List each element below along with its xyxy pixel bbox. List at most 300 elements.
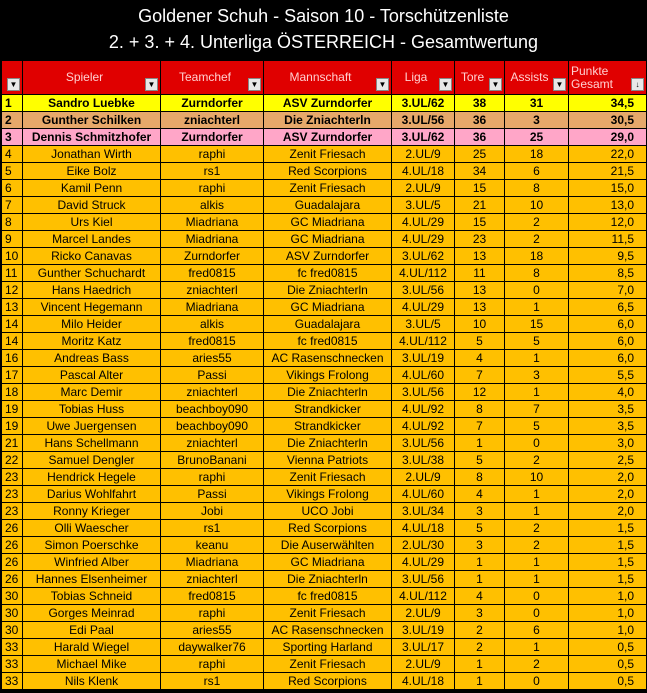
cell-goals[interactable]: 36 — [455, 112, 505, 129]
cell-points[interactable]: 6,0 — [569, 316, 647, 333]
cell-goals[interactable]: 1 — [455, 435, 505, 452]
cell-assists[interactable]: 5 — [505, 418, 569, 435]
cell-player[interactable]: Tobias Schneid — [23, 588, 161, 605]
filter-dropdown-icon[interactable]: ▼ — [489, 78, 502, 91]
cell-player[interactable]: Samuel Dengler — [23, 452, 161, 469]
cell-points[interactable]: 0,5 — [569, 673, 647, 690]
cell-rank[interactable]: 30 — [2, 605, 23, 622]
cell-rank[interactable]: 26 — [2, 571, 23, 588]
cell-league[interactable]: 2.UL/9 — [392, 180, 455, 197]
cell-assists[interactable]: 2 — [505, 520, 569, 537]
cell-league[interactable]: 4.UL/112 — [392, 588, 455, 605]
cell-player[interactable]: Tobias Huss — [23, 401, 161, 418]
cell-team[interactable]: Sporting Harland — [264, 639, 392, 656]
cell-rank[interactable]: 5 — [2, 163, 23, 180]
cell-teamchef[interactable]: fred0815 — [161, 265, 264, 282]
cell-team[interactable]: UCO Jobi — [264, 503, 392, 520]
cell-goals[interactable]: 2 — [455, 622, 505, 639]
cell-team[interactable]: Zenit Friesach — [264, 656, 392, 673]
cell-league[interactable]: 3.UL/56 — [392, 282, 455, 299]
cell-rank[interactable]: 23 — [2, 503, 23, 520]
cell-goals[interactable]: 5 — [455, 520, 505, 537]
cell-rank[interactable]: 8 — [2, 214, 23, 231]
cell-teamchef[interactable]: raphi — [161, 605, 264, 622]
cell-league[interactable]: 2.UL/9 — [392, 605, 455, 622]
cell-team[interactable]: GC Miadriana — [264, 299, 392, 316]
cell-rank[interactable]: 3 — [2, 129, 23, 146]
cell-goals[interactable]: 5 — [455, 452, 505, 469]
cell-assists[interactable]: 1 — [505, 554, 569, 571]
cell-assists[interactable]: 18 — [505, 248, 569, 265]
cell-team[interactable]: fc fred0815 — [264, 333, 392, 350]
cell-team[interactable]: Strandkicker — [264, 418, 392, 435]
cell-points[interactable]: 22,0 — [569, 146, 647, 163]
cell-league[interactable]: 4.UL/92 — [392, 418, 455, 435]
cell-teamchef[interactable]: Zurndorfer — [161, 129, 264, 146]
cell-rank[interactable]: 2 — [2, 112, 23, 129]
cell-team[interactable]: ASV Zurndorfer — [264, 95, 392, 112]
cell-player[interactable]: Vincent Hegemann — [23, 299, 161, 316]
cell-goals[interactable]: 11 — [455, 265, 505, 282]
cell-league[interactable]: 3.UL/62 — [392, 248, 455, 265]
cell-team[interactable]: Zenit Friesach — [264, 180, 392, 197]
cell-points[interactable]: 8,5 — [569, 265, 647, 282]
cell-points[interactable]: 6,0 — [569, 350, 647, 367]
cell-rank[interactable]: 19 — [2, 418, 23, 435]
cell-rank[interactable]: 30 — [2, 588, 23, 605]
cell-player[interactable]: Dennis Schmitzhofer — [23, 129, 161, 146]
cell-assists[interactable]: 10 — [505, 197, 569, 214]
cell-teamchef[interactable]: Passi — [161, 486, 264, 503]
cell-league[interactable]: 4.UL/92 — [392, 401, 455, 418]
cell-league[interactable]: 3.UL/19 — [392, 622, 455, 639]
cell-goals[interactable]: 12 — [455, 384, 505, 401]
cell-goals[interactable]: 4 — [455, 588, 505, 605]
cell-league[interactable]: 2.UL/30 — [392, 537, 455, 554]
cell-points[interactable]: 1,5 — [569, 554, 647, 571]
cell-rank[interactable]: 13 — [2, 299, 23, 316]
cell-goals[interactable]: 10 — [455, 316, 505, 333]
cell-teamchef[interactable]: zniachterl — [161, 384, 264, 401]
cell-team[interactable]: Die Zniachterln — [264, 571, 392, 588]
cell-team[interactable]: fc fred0815 — [264, 265, 392, 282]
filter-dropdown-icon[interactable]: ▼ — [553, 78, 566, 91]
cell-team[interactable]: Strandkicker — [264, 401, 392, 418]
cell-rank[interactable]: 30 — [2, 622, 23, 639]
cell-league[interactable]: 3.UL/38 — [392, 452, 455, 469]
cell-league[interactable]: 4.UL/112 — [392, 265, 455, 282]
cell-assists[interactable]: 0 — [505, 282, 569, 299]
cell-league[interactable]: 4.UL/29 — [392, 231, 455, 248]
cell-assists[interactable]: 31 — [505, 95, 569, 112]
cell-player[interactable]: Gorges Meinrad — [23, 605, 161, 622]
cell-teamchef[interactable]: fred0815 — [161, 333, 264, 350]
cell-rank[interactable]: 33 — [2, 639, 23, 656]
cell-league[interactable]: 3.UL/5 — [392, 316, 455, 333]
cell-points[interactable]: 2,0 — [569, 486, 647, 503]
cell-assists[interactable]: 2 — [505, 231, 569, 248]
cell-team[interactable]: GC Miadriana — [264, 231, 392, 248]
cell-teamchef[interactable]: Miadriana — [161, 299, 264, 316]
cell-goals[interactable]: 1 — [455, 656, 505, 673]
cell-points[interactable]: 9,5 — [569, 248, 647, 265]
cell-teamchef[interactable]: beachboy090 — [161, 418, 264, 435]
cell-assists[interactable]: 0 — [505, 588, 569, 605]
cell-team[interactable]: Zenit Friesach — [264, 605, 392, 622]
cell-goals[interactable]: 2 — [455, 639, 505, 656]
cell-goals[interactable]: 8 — [455, 401, 505, 418]
cell-rank[interactable]: 26 — [2, 537, 23, 554]
cell-teamchef[interactable]: Miadriana — [161, 231, 264, 248]
cell-points[interactable]: 6,5 — [569, 299, 647, 316]
cell-player[interactable]: Harald Wiegel — [23, 639, 161, 656]
cell-assists[interactable]: 2 — [505, 656, 569, 673]
cell-rank[interactable]: 11 — [2, 265, 23, 282]
cell-league[interactable]: 4.UL/29 — [392, 299, 455, 316]
cell-assists[interactable]: 1 — [505, 486, 569, 503]
cell-points[interactable]: 15,0 — [569, 180, 647, 197]
cell-points[interactable]: 11,5 — [569, 231, 647, 248]
cell-team[interactable]: Zenit Friesach — [264, 146, 392, 163]
cell-league[interactable]: 4.UL/29 — [392, 214, 455, 231]
cell-league[interactable]: 3.UL/56 — [392, 435, 455, 452]
cell-player[interactable]: Simon Poerschke — [23, 537, 161, 554]
cell-rank[interactable]: 9 — [2, 231, 23, 248]
cell-goals[interactable]: 4 — [455, 486, 505, 503]
cell-points[interactable]: 6,0 — [569, 333, 647, 350]
cell-points[interactable]: 1,5 — [569, 520, 647, 537]
cell-league[interactable]: 3.UL/56 — [392, 384, 455, 401]
cell-team[interactable]: Die Zniachterln — [264, 282, 392, 299]
cell-player[interactable]: Edi Paal — [23, 622, 161, 639]
filter-dropdown-icon[interactable]: ▼ — [7, 78, 20, 91]
cell-goals[interactable]: 5 — [455, 333, 505, 350]
cell-player[interactable]: Jonathan Wirth — [23, 146, 161, 163]
cell-points[interactable]: 29,0 — [569, 129, 647, 146]
cell-team[interactable]: Die Zniachterln — [264, 384, 392, 401]
cell-rank[interactable]: 22 — [2, 452, 23, 469]
cell-rank[interactable]: 14 — [2, 316, 23, 333]
cell-league[interactable]: 3.UL/56 — [392, 571, 455, 588]
cell-player[interactable]: Andreas Bass — [23, 350, 161, 367]
cell-teamchef[interactable]: alkis — [161, 197, 264, 214]
cell-rank[interactable]: 14 — [2, 333, 23, 350]
cell-goals[interactable]: 1 — [455, 571, 505, 588]
cell-teamchef[interactable]: fred0815 — [161, 588, 264, 605]
header-teamchef: Teamchef ▼ — [161, 61, 264, 95]
cell-goals[interactable]: 3 — [455, 605, 505, 622]
cell-league[interactable]: 4.UL/18 — [392, 520, 455, 537]
cell-assists[interactable]: 25 — [505, 129, 569, 146]
cell-rank[interactable]: 1 — [2, 95, 23, 112]
cell-team[interactable]: Guadalajara — [264, 197, 392, 214]
cell-team[interactable]: Zenit Friesach — [264, 469, 392, 486]
cell-goals[interactable]: 36 — [455, 129, 505, 146]
cell-league[interactable]: 3.UL/5 — [392, 197, 455, 214]
cell-team[interactable]: AC Rasenschnecken — [264, 622, 392, 639]
filter-dropdown-icon[interactable]: ▼ — [439, 78, 452, 91]
cell-player[interactable]: Hendrick Hegele — [23, 469, 161, 486]
cell-points[interactable]: 7,0 — [569, 282, 647, 299]
cell-player[interactable]: Nils Klenk — [23, 673, 161, 690]
cell-rank[interactable]: 33 — [2, 656, 23, 673]
cell-points[interactable]: 13,0 — [569, 197, 647, 214]
cell-team[interactable]: Red Scorpions — [264, 520, 392, 537]
cell-team[interactable]: AC Rasenschnecken — [264, 350, 392, 367]
cell-teamchef[interactable]: aries55 — [161, 350, 264, 367]
cell-points[interactable]: 1,0 — [569, 588, 647, 605]
cell-points[interactable]: 2,0 — [569, 503, 647, 520]
cell-player[interactable]: Urs Kiel — [23, 214, 161, 231]
cell-assists[interactable]: 0 — [505, 605, 569, 622]
cell-team[interactable]: ASV Zurndorfer — [264, 248, 392, 265]
cell-points[interactable]: 5,5 — [569, 367, 647, 384]
cell-player[interactable]: Gunther Schilken — [23, 112, 161, 129]
filter-dropdown-icon[interactable]: ▼ — [376, 78, 389, 91]
cell-player[interactable]: Uwe Juergensen — [23, 418, 161, 435]
cell-points[interactable]: 34,5 — [569, 95, 647, 112]
cell-player[interactable]: Milo Heider — [23, 316, 161, 333]
cell-league[interactable]: 4.UL/18 — [392, 163, 455, 180]
table-row — [2, 112, 647, 129]
cell-teamchef[interactable]: Passi — [161, 367, 264, 384]
cell-rank[interactable]: 26 — [2, 554, 23, 571]
cell-team[interactable]: Die Auserwählten — [264, 537, 392, 554]
cell-player[interactable]: Hannes Elsenheimer — [23, 571, 161, 588]
cell-points[interactable]: 1,0 — [569, 622, 647, 639]
cell-assists[interactable]: 1 — [505, 350, 569, 367]
cell-rank[interactable]: 33 — [2, 673, 23, 690]
cell-goals[interactable]: 7 — [455, 418, 505, 435]
cell-goals[interactable]: 8 — [455, 469, 505, 486]
cell-rank[interactable]: 23 — [2, 469, 23, 486]
cell-player[interactable]: David Struck — [23, 197, 161, 214]
header-row — [2, 61, 647, 95]
cell-team[interactable]: fc fred0815 — [264, 588, 392, 605]
table-row — [2, 673, 647, 690]
table-row — [2, 537, 647, 554]
cell-teamchef[interactable]: beachboy090 — [161, 401, 264, 418]
filter-dropdown-icon[interactable]: ▼ — [145, 78, 158, 91]
cell-player[interactable]: Marc Demir — [23, 384, 161, 401]
cell-league[interactable]: 3.UL/17 — [392, 639, 455, 656]
cell-team[interactable]: Guadalajara — [264, 316, 392, 333]
cell-league[interactable]: 2.UL/9 — [392, 656, 455, 673]
cell-league[interactable]: 4.UL/18 — [392, 673, 455, 690]
cell-player[interactable]: Ricko Canavas — [23, 248, 161, 265]
cell-assists[interactable]: 3 — [505, 112, 569, 129]
cell-assists[interactable]: 1 — [505, 503, 569, 520]
cell-rank[interactable]: 4 — [2, 146, 23, 163]
cell-points[interactable]: 1,0 — [569, 605, 647, 622]
cell-goals[interactable]: 15 — [455, 214, 505, 231]
cell-goals[interactable]: 38 — [455, 95, 505, 112]
cell-team[interactable]: GC Miadriana — [264, 214, 392, 231]
cell-points[interactable]: 4,0 — [569, 384, 647, 401]
cell-assists[interactable]: 2 — [505, 452, 569, 469]
cell-teamchef[interactable]: Zurndorfer — [161, 95, 264, 112]
cell-team[interactable]: Vienna Patriots — [264, 452, 392, 469]
cell-league[interactable]: 3.UL/56 — [392, 112, 455, 129]
cell-player[interactable]: Hans Schellmann — [23, 435, 161, 452]
cell-goals[interactable]: 1 — [455, 554, 505, 571]
cell-teamchef[interactable]: Jobi — [161, 503, 264, 520]
cell-assists[interactable]: 1 — [505, 384, 569, 401]
cell-team[interactable]: Vikings Frolong — [264, 367, 392, 384]
cell-rank[interactable]: 18 — [2, 384, 23, 401]
sort-descending-icon[interactable]: ↓ — [631, 78, 644, 91]
cell-player[interactable]: Pascal Alter — [23, 367, 161, 384]
cell-player[interactable]: Kamil Penn — [23, 180, 161, 197]
cell-teamchef[interactable]: rs1 — [161, 673, 264, 690]
cell-goals[interactable]: 34 — [455, 163, 505, 180]
cell-teamchef[interactable]: zniachterl — [161, 112, 264, 129]
cell-player[interactable]: Marcel Landes — [23, 231, 161, 248]
cell-points[interactable]: 2,0 — [569, 469, 647, 486]
cell-goals[interactable]: 25 — [455, 146, 505, 163]
cell-teamchef[interactable]: Zurndorfer — [161, 248, 264, 265]
cell-teamchef[interactable]: aries55 — [161, 622, 264, 639]
cell-teamchef[interactable]: Miadriana — [161, 554, 264, 571]
cell-player[interactable]: Gunther Schuchardt — [23, 265, 161, 282]
cell-points[interactable]: 2,5 — [569, 452, 647, 469]
cell-goals[interactable]: 13 — [455, 248, 505, 265]
cell-league[interactable]: 3.UL/34 — [392, 503, 455, 520]
cell-points[interactable]: 1,5 — [569, 537, 647, 554]
cell-assists[interactable]: 5 — [505, 333, 569, 350]
cell-league[interactable]: 2.UL/9 — [392, 146, 455, 163]
cell-rank[interactable]: 26 — [2, 520, 23, 537]
cell-assists[interactable]: 1 — [505, 571, 569, 588]
cell-team[interactable]: GC Miadriana — [264, 554, 392, 571]
cell-teamchef[interactable]: zniachterl — [161, 282, 264, 299]
cell-rank[interactable]: 10 — [2, 248, 23, 265]
table-row — [2, 571, 647, 588]
cell-assists[interactable]: 7 — [505, 401, 569, 418]
cell-player[interactable]: Ronny Krieger — [23, 503, 161, 520]
cell-assists[interactable]: 8 — [505, 180, 569, 197]
cell-points[interactable]: 0,5 — [569, 656, 647, 673]
cell-teamchef[interactable]: Miadriana — [161, 214, 264, 231]
table-row — [2, 622, 647, 639]
cell-assists[interactable]: 18 — [505, 146, 569, 163]
cell-player[interactable]: Hans Haedrich — [23, 282, 161, 299]
cell-league[interactable]: 4.UL/112 — [392, 333, 455, 350]
cell-points[interactable]: 3,5 — [569, 401, 647, 418]
cell-player[interactable]: Darius Wohlfahrt — [23, 486, 161, 503]
cell-teamchef[interactable]: BrunoBanani — [161, 452, 264, 469]
cell-assists[interactable]: 15 — [505, 316, 569, 333]
cell-league[interactable]: 4.UL/60 — [392, 486, 455, 503]
cell-teamchef[interactable]: zniachterl — [161, 435, 264, 452]
cell-rank[interactable]: 12 — [2, 282, 23, 299]
cell-team[interactable]: Vikings Frolong — [264, 486, 392, 503]
cell-team[interactable]: ASV Zurndorfer — [264, 129, 392, 146]
cell-team[interactable]: Red Scorpions — [264, 673, 392, 690]
cell-goals[interactable]: 3 — [455, 503, 505, 520]
cell-league[interactable]: 3.UL/62 — [392, 129, 455, 146]
cell-assists[interactable]: 10 — [505, 469, 569, 486]
cell-teamchef[interactable]: raphi — [161, 180, 264, 197]
filter-dropdown-icon[interactable]: ▼ — [248, 78, 261, 91]
table-row — [2, 418, 647, 435]
cell-player[interactable]: Eike Bolz — [23, 163, 161, 180]
cell-points[interactable]: 3,0 — [569, 435, 647, 452]
cell-rank[interactable]: 6 — [2, 180, 23, 197]
cell-teamchef[interactable]: rs1 — [161, 520, 264, 537]
cell-player[interactable]: Michael Mike — [23, 656, 161, 673]
table-row — [2, 197, 647, 214]
cell-rank[interactable]: 21 — [2, 435, 23, 452]
cell-goals[interactable]: 23 — [455, 231, 505, 248]
cell-teamchef[interactable]: raphi — [161, 656, 264, 673]
cell-league[interactable]: 2.UL/9 — [392, 469, 455, 486]
cell-rank[interactable]: 16 — [2, 350, 23, 367]
cell-rank[interactable]: 7 — [2, 197, 23, 214]
cell-league[interactable]: 4.UL/29 — [392, 554, 455, 571]
cell-teamchef[interactable]: zniachterl — [161, 571, 264, 588]
cell-points[interactable]: 12,0 — [569, 214, 647, 231]
cell-rank[interactable]: 17 — [2, 367, 23, 384]
cell-assists[interactable]: 1 — [505, 639, 569, 656]
cell-rank[interactable]: 19 — [2, 401, 23, 418]
table-row — [2, 656, 647, 673]
cell-league[interactable]: 3.UL/19 — [392, 350, 455, 367]
cell-team[interactable]: Red Scorpions — [264, 163, 392, 180]
cell-player[interactable]: Moritz Katz — [23, 333, 161, 350]
table-row — [2, 520, 647, 537]
cell-assists[interactable]: 1 — [505, 299, 569, 316]
cell-goals[interactable]: 13 — [455, 282, 505, 299]
cell-rank[interactable]: 23 — [2, 486, 23, 503]
cell-points[interactable]: 3,5 — [569, 418, 647, 435]
cell-goals[interactable]: 3 — [455, 537, 505, 554]
cell-player[interactable]: Olli Waescher — [23, 520, 161, 537]
cell-assists[interactable]: 6 — [505, 163, 569, 180]
cell-teamchef[interactable]: raphi — [161, 146, 264, 163]
cell-goals[interactable]: 13 — [455, 299, 505, 316]
cell-goals[interactable]: 21 — [455, 197, 505, 214]
cell-points[interactable]: 0,5 — [569, 639, 647, 656]
cell-teamchef[interactable]: daywalker76 — [161, 639, 264, 656]
cell-goals[interactable]: 4 — [455, 350, 505, 367]
cell-assists[interactable]: 2 — [505, 214, 569, 231]
cell-teamchef[interactable]: raphi — [161, 469, 264, 486]
cell-league[interactable]: 4.UL/60 — [392, 367, 455, 384]
cell-goals[interactable]: 15 — [455, 180, 505, 197]
header-nr — [2, 61, 23, 95]
cell-player[interactable]: Sandro Luebke — [23, 95, 161, 112]
cell-assists[interactable]: 8 — [505, 265, 569, 282]
cell-assists[interactable]: 6 — [505, 622, 569, 639]
cell-teamchef[interactable]: keanu — [161, 537, 264, 554]
cell-goals[interactable]: 1 — [455, 673, 505, 690]
cell-teamchef[interactable]: alkis — [161, 316, 264, 333]
cell-assists[interactable]: 2 — [505, 537, 569, 554]
cell-assists[interactable]: 0 — [505, 435, 569, 452]
cell-points[interactable]: 1,5 — [569, 571, 647, 588]
cell-assists[interactable]: 0 — [505, 673, 569, 690]
cell-goals[interactable]: 7 — [455, 367, 505, 384]
cell-league[interactable]: 3.UL/62 — [392, 95, 455, 112]
cell-assists[interactable]: 3 — [505, 367, 569, 384]
cell-team[interactable]: Die Zniachterln — [264, 435, 392, 452]
cell-points[interactable]: 21,5 — [569, 163, 647, 180]
cell-player[interactable]: Winfried Alber — [23, 554, 161, 571]
cell-team[interactable]: Die Zniachterln — [264, 112, 392, 129]
cell-teamchef[interactable]: rs1 — [161, 163, 264, 180]
cell-points[interactable]: 30,5 — [569, 112, 647, 129]
